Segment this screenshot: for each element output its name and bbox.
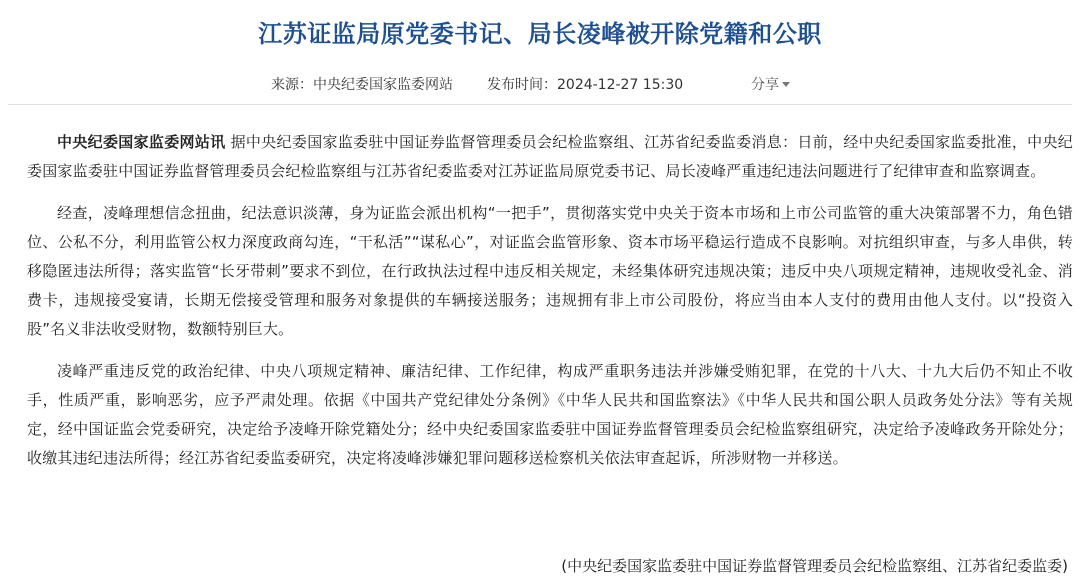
publish-time-label: 发布时间： [487, 77, 557, 93]
article-signature: (中央纪委国家监委驻中国证券监督管理委员会纪检监察组、江苏省纪委监委) [561, 557, 1068, 575]
paragraph-1-text: 据中央纪委国家监委驻中国证券监督管理委员会纪检监察组、江苏省纪委监委消息：日前，经中央纪委国家监委批准，中央纪委国家监委驻中国证券监督管理委员会纪检监察组与江苏省纪委监委对江苏证监局原党委书记、局长凌峰严重违纪违法问题进行了纪律审查和监察调查。 [27, 133, 1073, 180]
lead-source: 中央纪委国家监委网站讯 [57, 133, 226, 151]
source-info [271, 73, 453, 97]
source-label: 来源： [271, 77, 313, 93]
article-title: 江苏证监局原党委书记、局长凌峰被开除党籍和公职 [258, 20, 822, 48]
article-meta-bar [0, 73, 1080, 97]
header-divider [8, 104, 1072, 105]
source-value: 中央纪委国家监委网站 [313, 77, 453, 93]
paragraph-1 [27, 128, 1073, 186]
chevron-down-icon [782, 82, 790, 87]
paragraph-2: 经查，凌峰理想信念扭曲，纪法意识淡薄，身为证监会派出机构“一把手”，贯彻落实党中央关于资本市场和上市公司监管的重大决策部署不力，角色错位、公私不分，利用监管公权力深度政商勾连，“干私活”“谋私心”，对证监会监管形象、资本市场平稳运行造成不良影响。对抗组织审查，与多人串供，转移隐匿违法所得；落实监管“长牙带刺”要求不到位，在行政执法过程中违反相关规定，未经集体研究违规决策；违反中央八项规定精神，违规收受礼金、消费卡，违规接受宴请，长期无偿接受管理和服务对象提供的车辆接送服务；违规拥有非上市公司股份，将应当由本人支付的费用由他人支付。以“投资入股”名义非法收受财物，数额特别巨大。 [27, 204, 1073, 338]
share-button[interactable] [751, 73, 790, 97]
publish-time-info [487, 73, 683, 97]
paragraph-3: 凌峰严重违反党的政治纪律、中央八项规定精神、廉洁纪律、工作纪律，构成严重职务违法并涉嫌受贿犯罪，在党的十八大、十九大后仍不知止不收手，性质严重，影响恶劣，应予严肃处理。依据《中国共产党纪律处分条例》《中华人民共和国监察法》《中华人民共和国公职人员政务处分法》等有关规定，经中国证监会党委研究，决定给予凌峰开除党籍处分；经中央纪委国家监委驻中国证券监督管理委员会纪检监察组研究，决定给予凌峰政务开除处分；收缴其违纪违法所得；经江苏省纪委监委研究，决定将凌峰涉嫌犯罪问题移送检察机关依法审查起诉，所涉财物一并移送。 [27, 362, 1073, 467]
publish-time-value: 2024-12-27 15:30 [557, 77, 684, 93]
article-body [27, 128, 1073, 486]
share-label: 分享 [751, 77, 779, 93]
